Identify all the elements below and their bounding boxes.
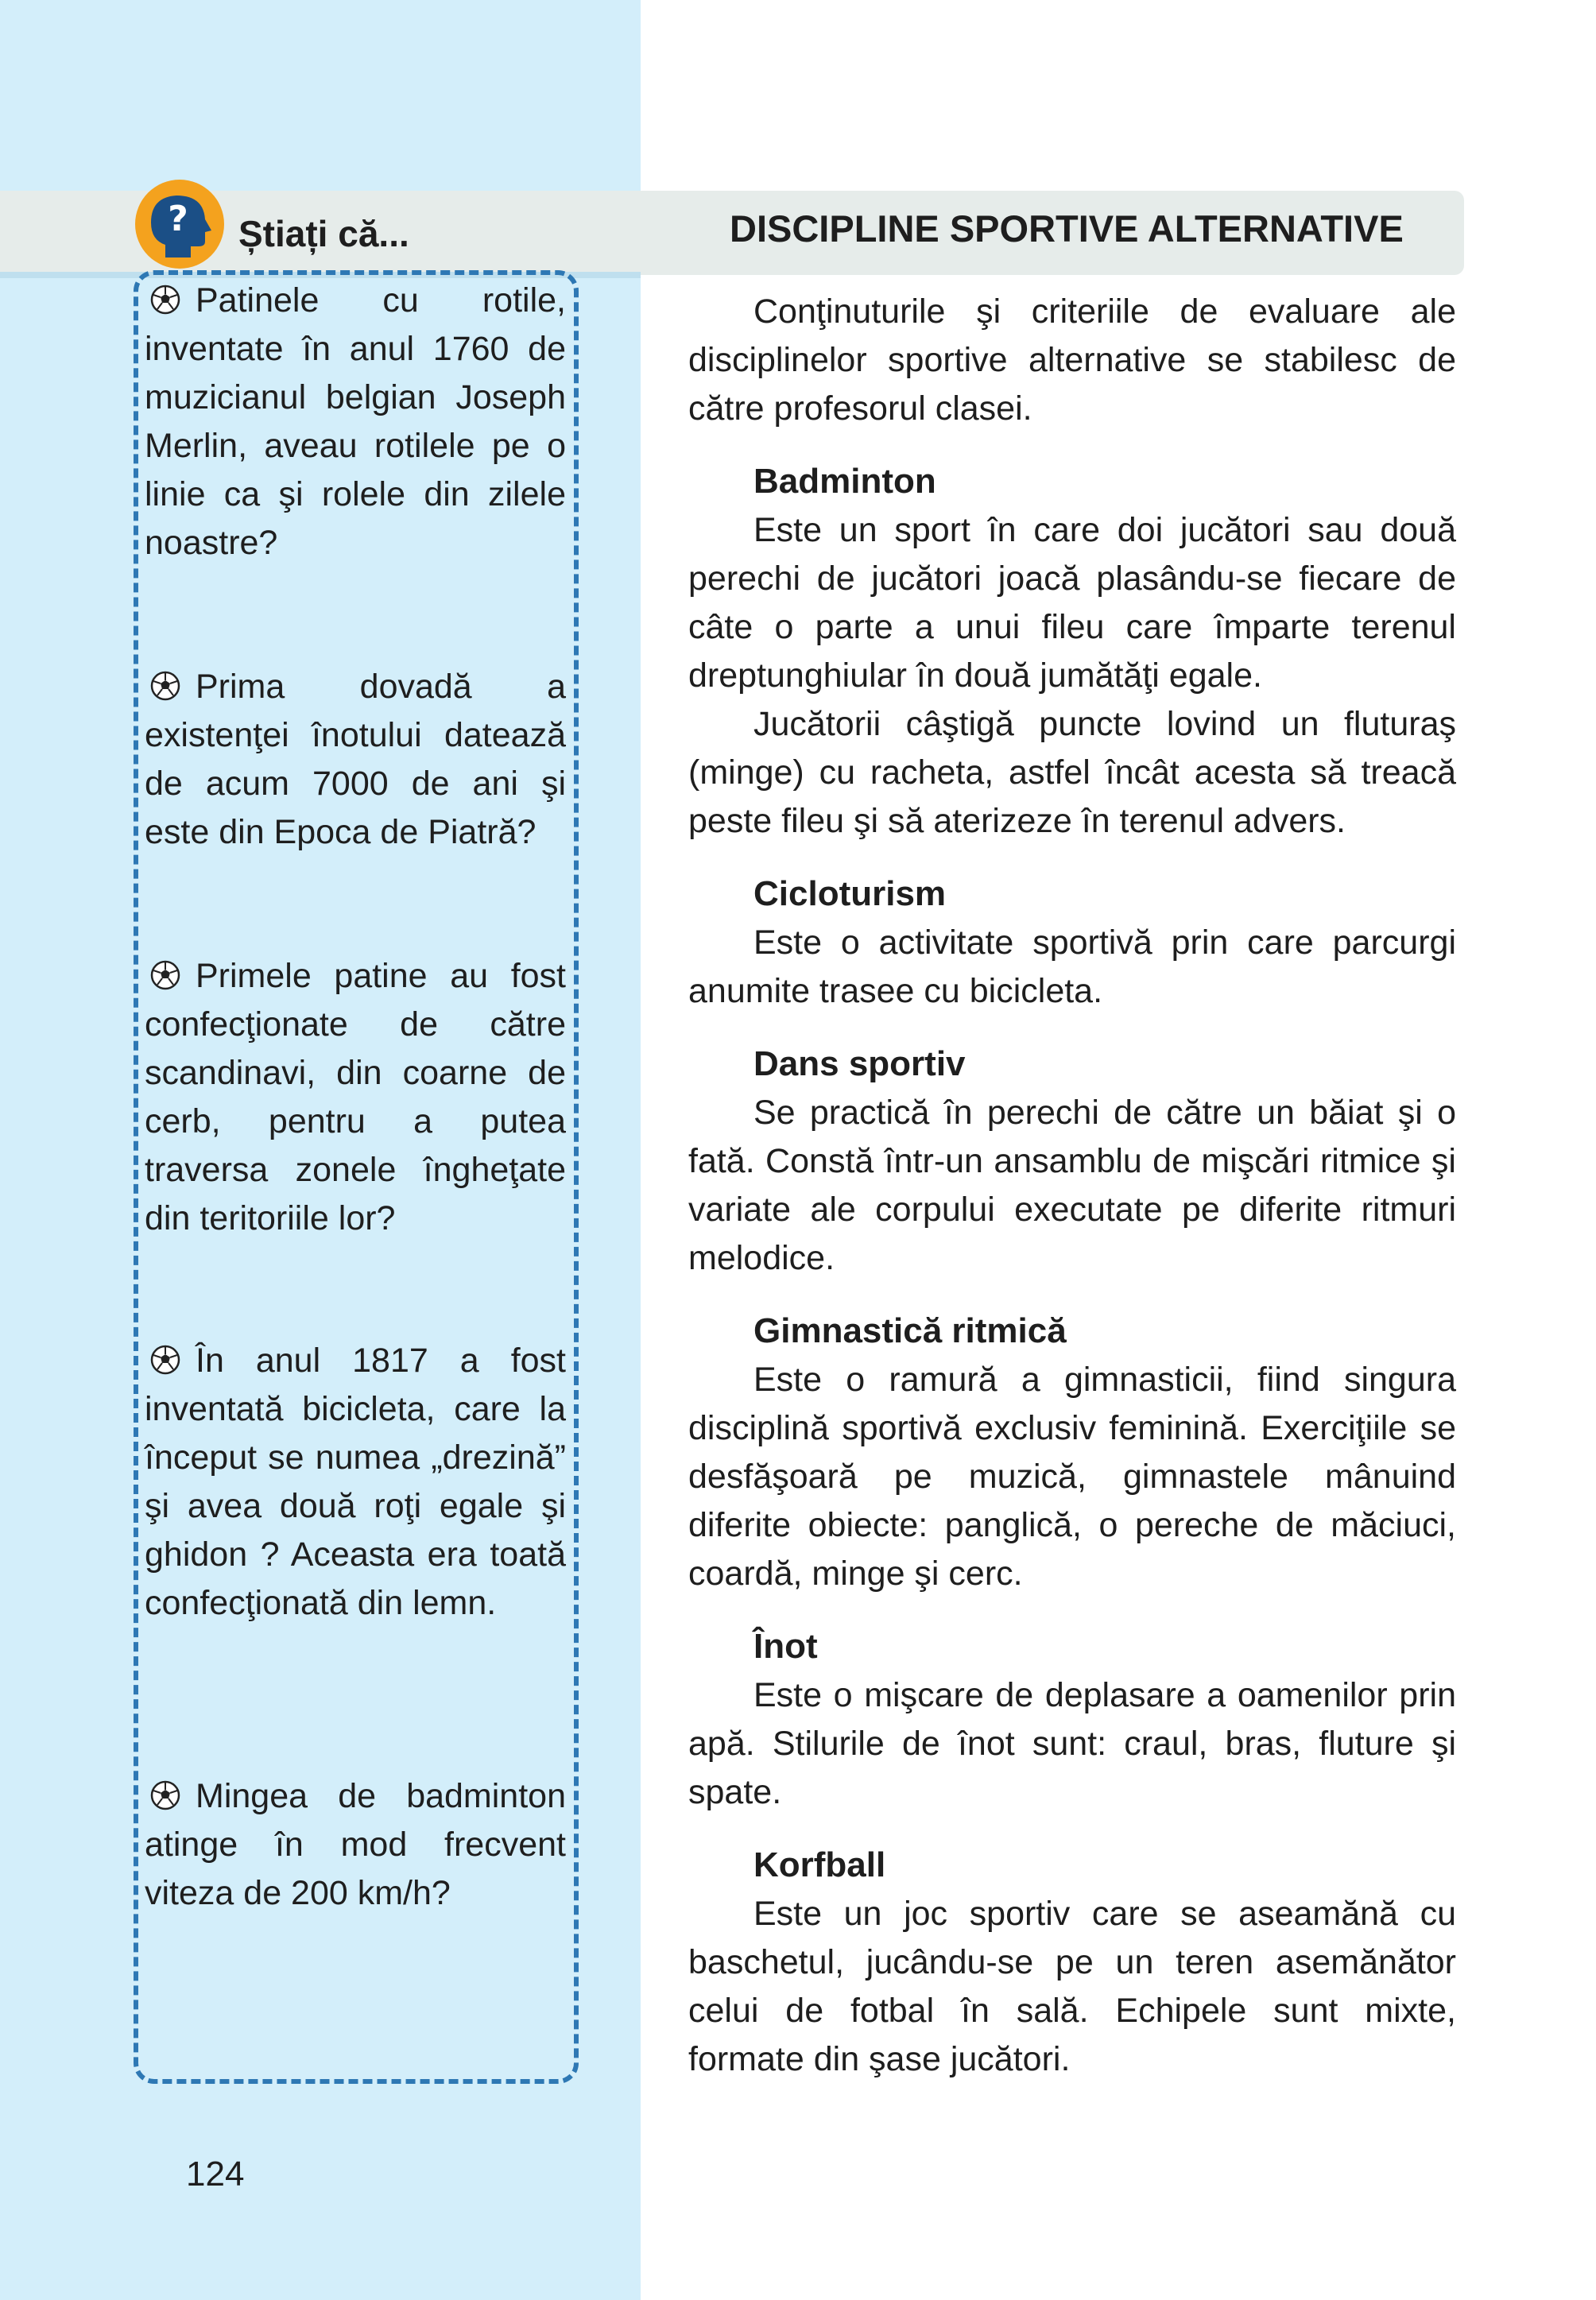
section-gimnastica-ritmica — [688, 1307, 1456, 1598]
section-paragraph: Este un sport în care doi jucători sau două perechi de jucători joacă plasându-se fiecare de câte o parte a unui fileu care împarte terenul dreptunghiular în două jumătăţi egale. — [688, 511, 1456, 695]
fact-item — [145, 1772, 566, 1918]
page-number: 124 — [186, 2155, 245, 2194]
svg-text:?: ? — [168, 199, 188, 239]
section-paragraph: Este un joc sportiv care se aseamănă cu baschetul, jucându-se pe un teren asemănător celui de fotbal în sală. Echipele sunt mixte, formate din şase jucători. — [688, 1895, 1456, 2078]
sidebar-title: Știați că... — [238, 213, 409, 254]
section-paragraph: Este o mişcare de deplasare a oamenilor prin apă. Stilurile de înot sunt: craul, bras, fluture şi spate. — [688, 1676, 1456, 1811]
soccer-ball-icon — [149, 284, 181, 316]
fact-item — [145, 1337, 566, 1628]
page-title: DISCIPLINE SPORTIVE ALTERNATIVE — [730, 207, 1404, 250]
section-heading: Înot — [753, 1627, 818, 1666]
section-heading: Dans sportiv — [753, 1044, 966, 1083]
soccer-ball-icon — [149, 1779, 181, 1811]
section-heading: Cicloturism — [753, 874, 947, 913]
fact-text: Prima dovadă a existenţei înotului datează de acum 7000 de ani şi este din Epoca de Piatră? — [145, 668, 566, 851]
section-cicloturism — [688, 869, 1456, 1016]
section-heading: Korfball — [753, 1845, 886, 1884]
section-paragraph: Este o ramură a gimnasticii, fiind singura disciplină sportivă exclusiv feminină. Exerciţiile se desfăşoară pe muzică, gimnastele mânuind diferite obiecte: panglică, o pereche de măciuci, coardă, minge şi cerc. — [688, 1361, 1456, 1593]
fact-text: Primele patine au fost confecţionate de către scandinavi, din coarne de cerb, pentru a putea traversa zonele îngheţate din teritoriile lor? — [145, 957, 566, 1237]
fact-text: Mingea de badminton atinge în mod frecvent viteza de 200 km/h? — [145, 1777, 566, 1912]
main-content — [688, 288, 1456, 2108]
soccer-ball-icon — [149, 670, 181, 702]
section-dans-sportiv — [688, 1040, 1456, 1283]
section-badminton — [688, 457, 1456, 846]
soccer-ball-icon — [149, 959, 181, 991]
fact-text: Patinele cu rotile, inventate în anul 1760 de muzicianul belgian Joseph Merlin, aveau rotilele pe o linie ca şi rolele din zilele noastre? — [145, 281, 566, 562]
soccer-ball-icon — [149, 1344, 181, 1376]
fact-text: În anul 1817 a fost inventată bicicleta, care la început se numea „drezină” şi avea două roţi egale şi ghidon ? Aceasta era toată confecţionată din lemn. — [145, 1342, 566, 1622]
fact-item — [145, 663, 566, 857]
section-heading: Badminton — [753, 462, 936, 501]
fact-item — [145, 952, 566, 1243]
question-head-icon — [134, 178, 226, 270]
section-paragraph: Este o activitate sportivă prin care parcurgi anumite trasee cu bicicleta. — [688, 923, 1456, 1010]
section-paragraph: Jucătorii câştigă puncte lovind un fluturaş (minge) cu racheta, astfel încât acesta să treacă peste fileu şi să aterizeze în terenul advers. — [688, 705, 1456, 840]
section-korfball — [688, 1841, 1456, 2084]
fact-item — [145, 277, 566, 567]
section-heading: Gimnastică ritmică — [753, 1311, 1067, 1350]
intro-paragraph: Conţinuturile şi criteriile de evaluare ale disciplinelor sportive alternative se stabilesc de către profesorul clasei. — [688, 292, 1456, 428]
section-inot — [688, 1622, 1456, 1817]
section-paragraph: Se practică în perechi de către un băiat şi o fată. Constă într-un ansamblu de mişcări ritmice şi variate ale corpului executate pe diferite ritmuri melodice. — [688, 1094, 1456, 1277]
